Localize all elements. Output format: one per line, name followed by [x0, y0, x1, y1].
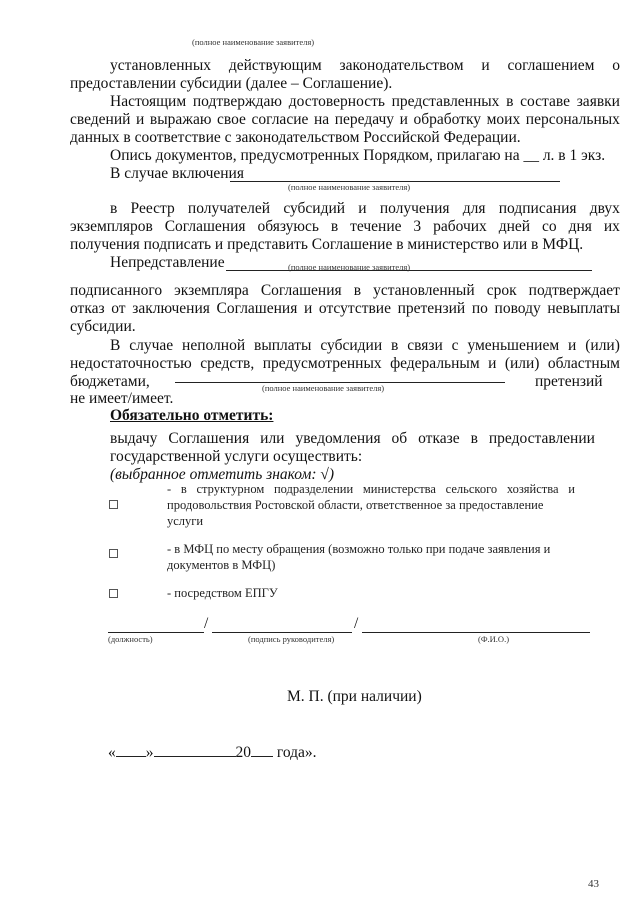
date-year-prefix: 20	[235, 744, 251, 761]
applicant-caption-2: (полное наименование заявителя)	[288, 262, 411, 272]
word: предусмотренных	[262, 355, 382, 372]
para7-line2	[70, 300, 620, 318]
signature-sign-line	[212, 632, 352, 633]
word: об	[391, 430, 408, 447]
option-mfc-checkbox[interactable]	[109, 549, 118, 558]
word: уведомления	[295, 430, 381, 447]
word: установленных	[110, 57, 211, 74]
word: заключения	[132, 300, 210, 317]
word: и	[136, 111, 145, 128]
word: в	[470, 430, 478, 447]
word: министерства	[362, 482, 436, 496]
word: законодательством	[339, 57, 464, 74]
word: обработку	[413, 111, 482, 128]
word: в	[391, 337, 399, 354]
word: 3	[413, 218, 422, 235]
para6-lead: Непредставление	[110, 254, 225, 271]
word: течение	[350, 218, 402, 235]
word: средств,	[200, 355, 255, 372]
word: персональных	[525, 111, 620, 128]
caption-position: (должность)	[108, 634, 153, 644]
word: достоверность	[288, 93, 385, 110]
word: передачу	[334, 111, 395, 128]
word: хозяйства	[506, 482, 559, 496]
seal-note: М. П. (при наличии)	[287, 688, 422, 705]
word: составе	[520, 93, 570, 110]
para7-line3: субсидии.	[70, 318, 136, 335]
para8-line2	[70, 355, 620, 373]
word: срок	[486, 282, 517, 299]
word: установленный	[373, 282, 475, 299]
word: подписания	[498, 200, 577, 217]
word: Соглашения	[260, 282, 342, 299]
word: отказе	[418, 430, 460, 447]
word: о	[612, 57, 620, 74]
para1-line2: предоставлении субсидии (далее – Соглашение).	[70, 75, 393, 92]
para8-line4: не имеет/имеет.	[70, 390, 174, 407]
word: на	[313, 111, 330, 128]
para5-line1	[110, 200, 620, 218]
word: и	[303, 300, 313, 317]
word: в	[110, 200, 118, 217]
word: неполной	[182, 337, 246, 354]
word: уменьшением	[467, 337, 560, 354]
word: и	[399, 111, 408, 128]
issue-line2: государственной услуги осуществить:	[110, 448, 363, 465]
word: и	[568, 337, 577, 354]
page-number: 43	[588, 878, 599, 890]
word: или	[260, 430, 285, 447]
option-mfc-line2: документов в МФЦ)	[167, 558, 276, 572]
word: и	[488, 355, 497, 372]
word: претензий	[397, 300, 466, 317]
word: свое	[217, 111, 246, 128]
word: представленных	[391, 93, 500, 110]
word: и	[481, 57, 490, 74]
para7-line1	[70, 282, 620, 300]
date-day-blank	[116, 743, 146, 757]
word: структурном	[196, 482, 265, 496]
word: субсидий	[283, 200, 346, 217]
option-department-checkbox[interactable]	[109, 500, 118, 509]
word: В	[110, 337, 121, 354]
word: в	[353, 282, 362, 299]
word: Соглашения	[164, 218, 246, 235]
mandatory-heading: Обязательно отметить:	[110, 407, 274, 424]
word: рабочих	[433, 218, 487, 235]
para8-line3-right: претензий	[535, 373, 603, 390]
word: от	[111, 300, 126, 317]
word: сведений	[70, 111, 131, 128]
signature-slash-2: /	[354, 615, 359, 632]
option-department-line3: услуги	[167, 514, 204, 528]
word: подразделении	[273, 482, 354, 496]
para2-line1	[110, 93, 620, 111]
word: невыплаты	[547, 300, 620, 317]
para2-line2	[70, 111, 620, 129]
option-epgu-line1: - посредством ЕПГУ	[167, 586, 278, 600]
word: выражаю	[149, 111, 212, 128]
word: случае	[129, 337, 174, 354]
word: дня	[568, 218, 592, 235]
word: предоставлении	[488, 430, 595, 447]
word: недостаточностью	[70, 355, 192, 372]
para8-line1	[110, 337, 620, 355]
word: экземпляров	[70, 218, 153, 235]
para3-inventory: Опись документов, предусмотренных Порядком, прилагаю на __ л. в 1 экз.	[110, 147, 606, 164]
word: (или)	[585, 337, 620, 354]
word: получения	[379, 200, 450, 217]
top-caption: (полное наименование заявителя)	[192, 37, 315, 47]
para5-line3: получения подписать и представить Соглашение в министерство или в МФЦ.	[70, 236, 584, 253]
para4-lead: В случае включения	[110, 165, 244, 182]
caption-sign: (подпись руководителя)	[248, 634, 335, 644]
word: отсутствие	[318, 300, 391, 317]
para1-line1	[110, 57, 620, 75]
para2-line3: данных в соответствие с законодательством Российской Федерации.	[70, 129, 521, 146]
word: Соглашения	[168, 430, 250, 447]
issue-line1	[110, 430, 595, 448]
word: в	[180, 482, 187, 496]
word: обязуюсь	[257, 218, 319, 235]
option-mfc-line1: - в МФЦ по месту обращения (возможно только при подаче заявления и	[167, 542, 551, 556]
signature-name-line	[362, 632, 590, 633]
option-epgu-checkbox[interactable]	[109, 589, 118, 598]
date-mid-quote: »	[145, 744, 154, 761]
word: связи	[407, 337, 443, 354]
word: областным	[547, 355, 620, 372]
word: поводу	[494, 300, 541, 317]
word: в	[506, 93, 514, 110]
word: действующим	[228, 57, 322, 74]
word: выдачу	[110, 430, 158, 447]
word: моих	[486, 111, 521, 128]
word: соглашением	[507, 57, 595, 74]
word: субсидии	[320, 337, 383, 354]
word: по	[471, 300, 488, 317]
word: с	[451, 337, 459, 354]
word: выплаты	[254, 337, 312, 354]
applicant-caption-3: (полное наименование заявителя)	[262, 383, 385, 393]
word: сельского	[445, 482, 498, 496]
date-month-blank	[154, 743, 236, 757]
word: отказ	[70, 300, 105, 317]
caption-name: (Ф.И.О.)	[478, 634, 510, 644]
word: согласие	[251, 111, 309, 128]
signature-slash-1: /	[204, 615, 209, 632]
word: экземпляра	[174, 282, 249, 299]
word: для	[462, 200, 486, 217]
option-department-line1	[167, 481, 575, 497]
word: со	[542, 218, 557, 235]
word: подтверждаю	[192, 93, 283, 110]
word: дней	[498, 218, 531, 235]
option-department-line2: продовольствия Ростовской области, ответственное за предоставление	[167, 498, 544, 512]
issue-hint: (выбранное отметить знаком: √)	[110, 466, 335, 483]
word: получателей	[187, 200, 271, 217]
word: федеральным	[390, 355, 480, 372]
para8-line3-left: бюджетами,	[70, 373, 150, 390]
word: Реестр	[130, 200, 175, 217]
word: подтверждает	[528, 282, 620, 299]
date-open-quote: «	[108, 744, 116, 761]
date-year-blank	[251, 743, 273, 757]
word: Соглашения	[216, 300, 298, 317]
word: заявки	[576, 93, 620, 110]
word: двух	[589, 200, 620, 217]
signature-position-line	[108, 632, 204, 633]
word: и	[568, 482, 575, 496]
word: в	[330, 218, 339, 235]
word: (или)	[504, 355, 540, 372]
word: Настоящим	[110, 93, 187, 110]
word: их	[603, 218, 620, 235]
word: подписанного	[70, 282, 163, 299]
word: -	[167, 482, 172, 496]
applicant-caption-1: (полное наименование заявителя)	[288, 182, 411, 192]
date-line	[108, 743, 317, 762]
date-tail: года».	[273, 744, 317, 761]
word: и	[358, 200, 367, 217]
para5-line2	[70, 218, 620, 236]
